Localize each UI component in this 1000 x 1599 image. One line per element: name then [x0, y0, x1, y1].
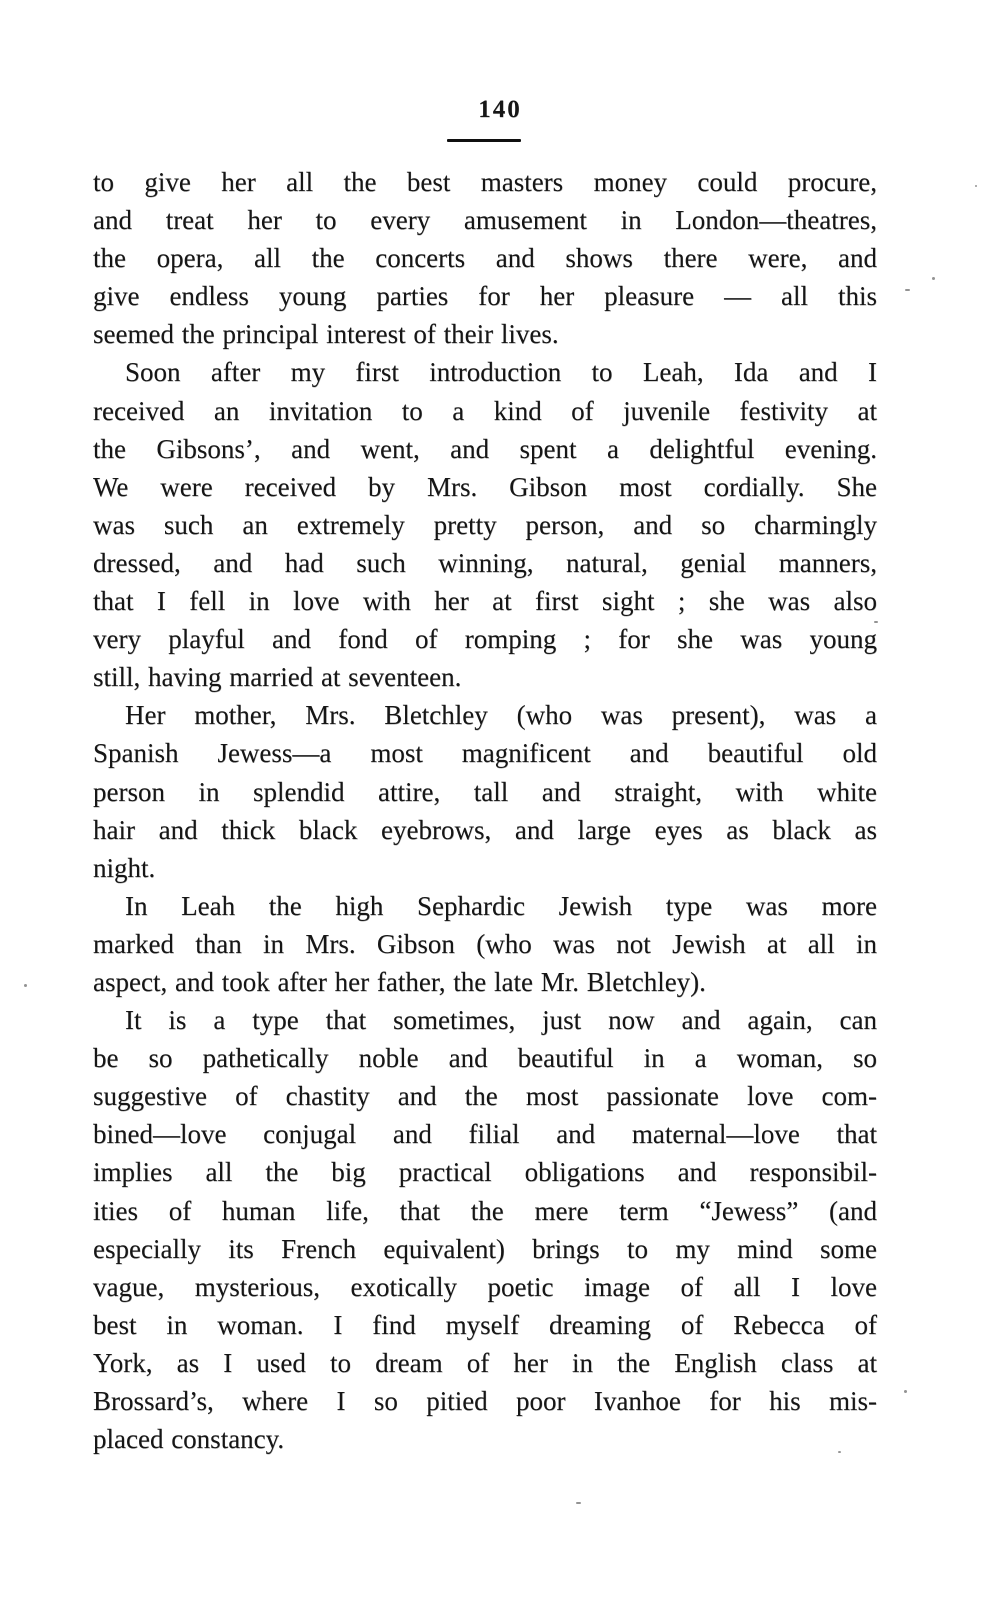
text-line: In Leah the high Sephardic Jewish type was more [125, 890, 877, 921]
text-line: especially its French equivalent) brings to my mind some [93, 1233, 877, 1264]
text-line: be so pathetically noble and beautiful in a woman, so [93, 1043, 877, 1074]
text-line: the Gibsons’, and went, and spent a delightful evening. [93, 433, 877, 464]
page-text [93, 163, 877, 1458]
scan-speck [975, 185, 977, 187]
text-line: person in splendid attire, tall and straight, with white [93, 776, 877, 807]
scan-speck [874, 621, 878, 623]
text-line: to give her all the best masters money could procure, [93, 167, 877, 197]
text-line: It is a type that sometimes, just now and again, can [125, 1005, 877, 1036]
text-line: the opera, all the concerts and shows there were, and [93, 243, 877, 274]
text-line: bined—love conjugal and filial and maternal—love that [93, 1119, 877, 1150]
text-line: dressed, and had such winning, natural, genial manners, [93, 547, 877, 578]
text-line: received an invitation to a kind of juvenile festivity at [93, 395, 877, 426]
text-line: vague, mysterious, exotically poetic image of all I love [93, 1271, 877, 1302]
text-line: give endless young parties for her pleasure — all this [93, 281, 877, 312]
text-line: seemed the principal interest of their lives. [93, 319, 559, 350]
text-line: implies all the big practical obligations and responsibil- [93, 1157, 877, 1188]
page-header [0, 96, 1000, 124]
text-line: marked than in Mrs. Gibson (who was not Jewish at all in [93, 928, 877, 959]
text-line: very playful and fond of romping ; for she was young [93, 624, 877, 655]
text-line: suggestive of chastity and the most passionate love com- [93, 1081, 877, 1112]
text-line: still, having married at seventeen. [93, 662, 462, 693]
text-line: that I fell in love with her at first sight ; she was also [93, 586, 877, 617]
text-line: ities of human life, that the mere term “Jewess” (and [93, 1195, 877, 1226]
text-line: hair and thick black eyebrows, and large eyes as black as [93, 814, 877, 845]
scan-speck [24, 984, 27, 987]
text-line: Soon after my first introduction to Leah, Ida and I [125, 357, 877, 388]
page-number: 140 [478, 96, 522, 123]
text-line: Spanish Jewess—a most magnificent and beautiful old [93, 738, 877, 769]
text-line: night. [93, 852, 156, 883]
text-line: best in woman. I find myself dreaming of Rebecca of [93, 1309, 877, 1340]
page-number-rule [447, 139, 521, 142]
scan-speck [838, 1451, 841, 1453]
scan-speck [905, 289, 910, 291]
scan-speck [576, 1502, 581, 1504]
text-line: Brossard’s, where I so pitied poor Ivanhoe for his mis- [93, 1386, 877, 1416]
text-line: aspect, and took after her father, the late Mr. Bletchley). [93, 966, 706, 997]
text-line: and treat her to every amusement in London—theatres, [93, 205, 877, 236]
text-line: was such an extremely pretty person, and so charmingly [93, 509, 877, 540]
text-line: placed constancy. [93, 1424, 285, 1455]
scan-speck [932, 277, 935, 280]
text-line: Her mother, Mrs. Bletchley (who was present), was a [125, 700, 877, 731]
scan-speck [904, 1390, 907, 1393]
text-line: York, as I used to dream of her in the English class at [93, 1347, 877, 1378]
text-line: We were received by Mrs. Gibson most cordially. She [93, 471, 877, 502]
